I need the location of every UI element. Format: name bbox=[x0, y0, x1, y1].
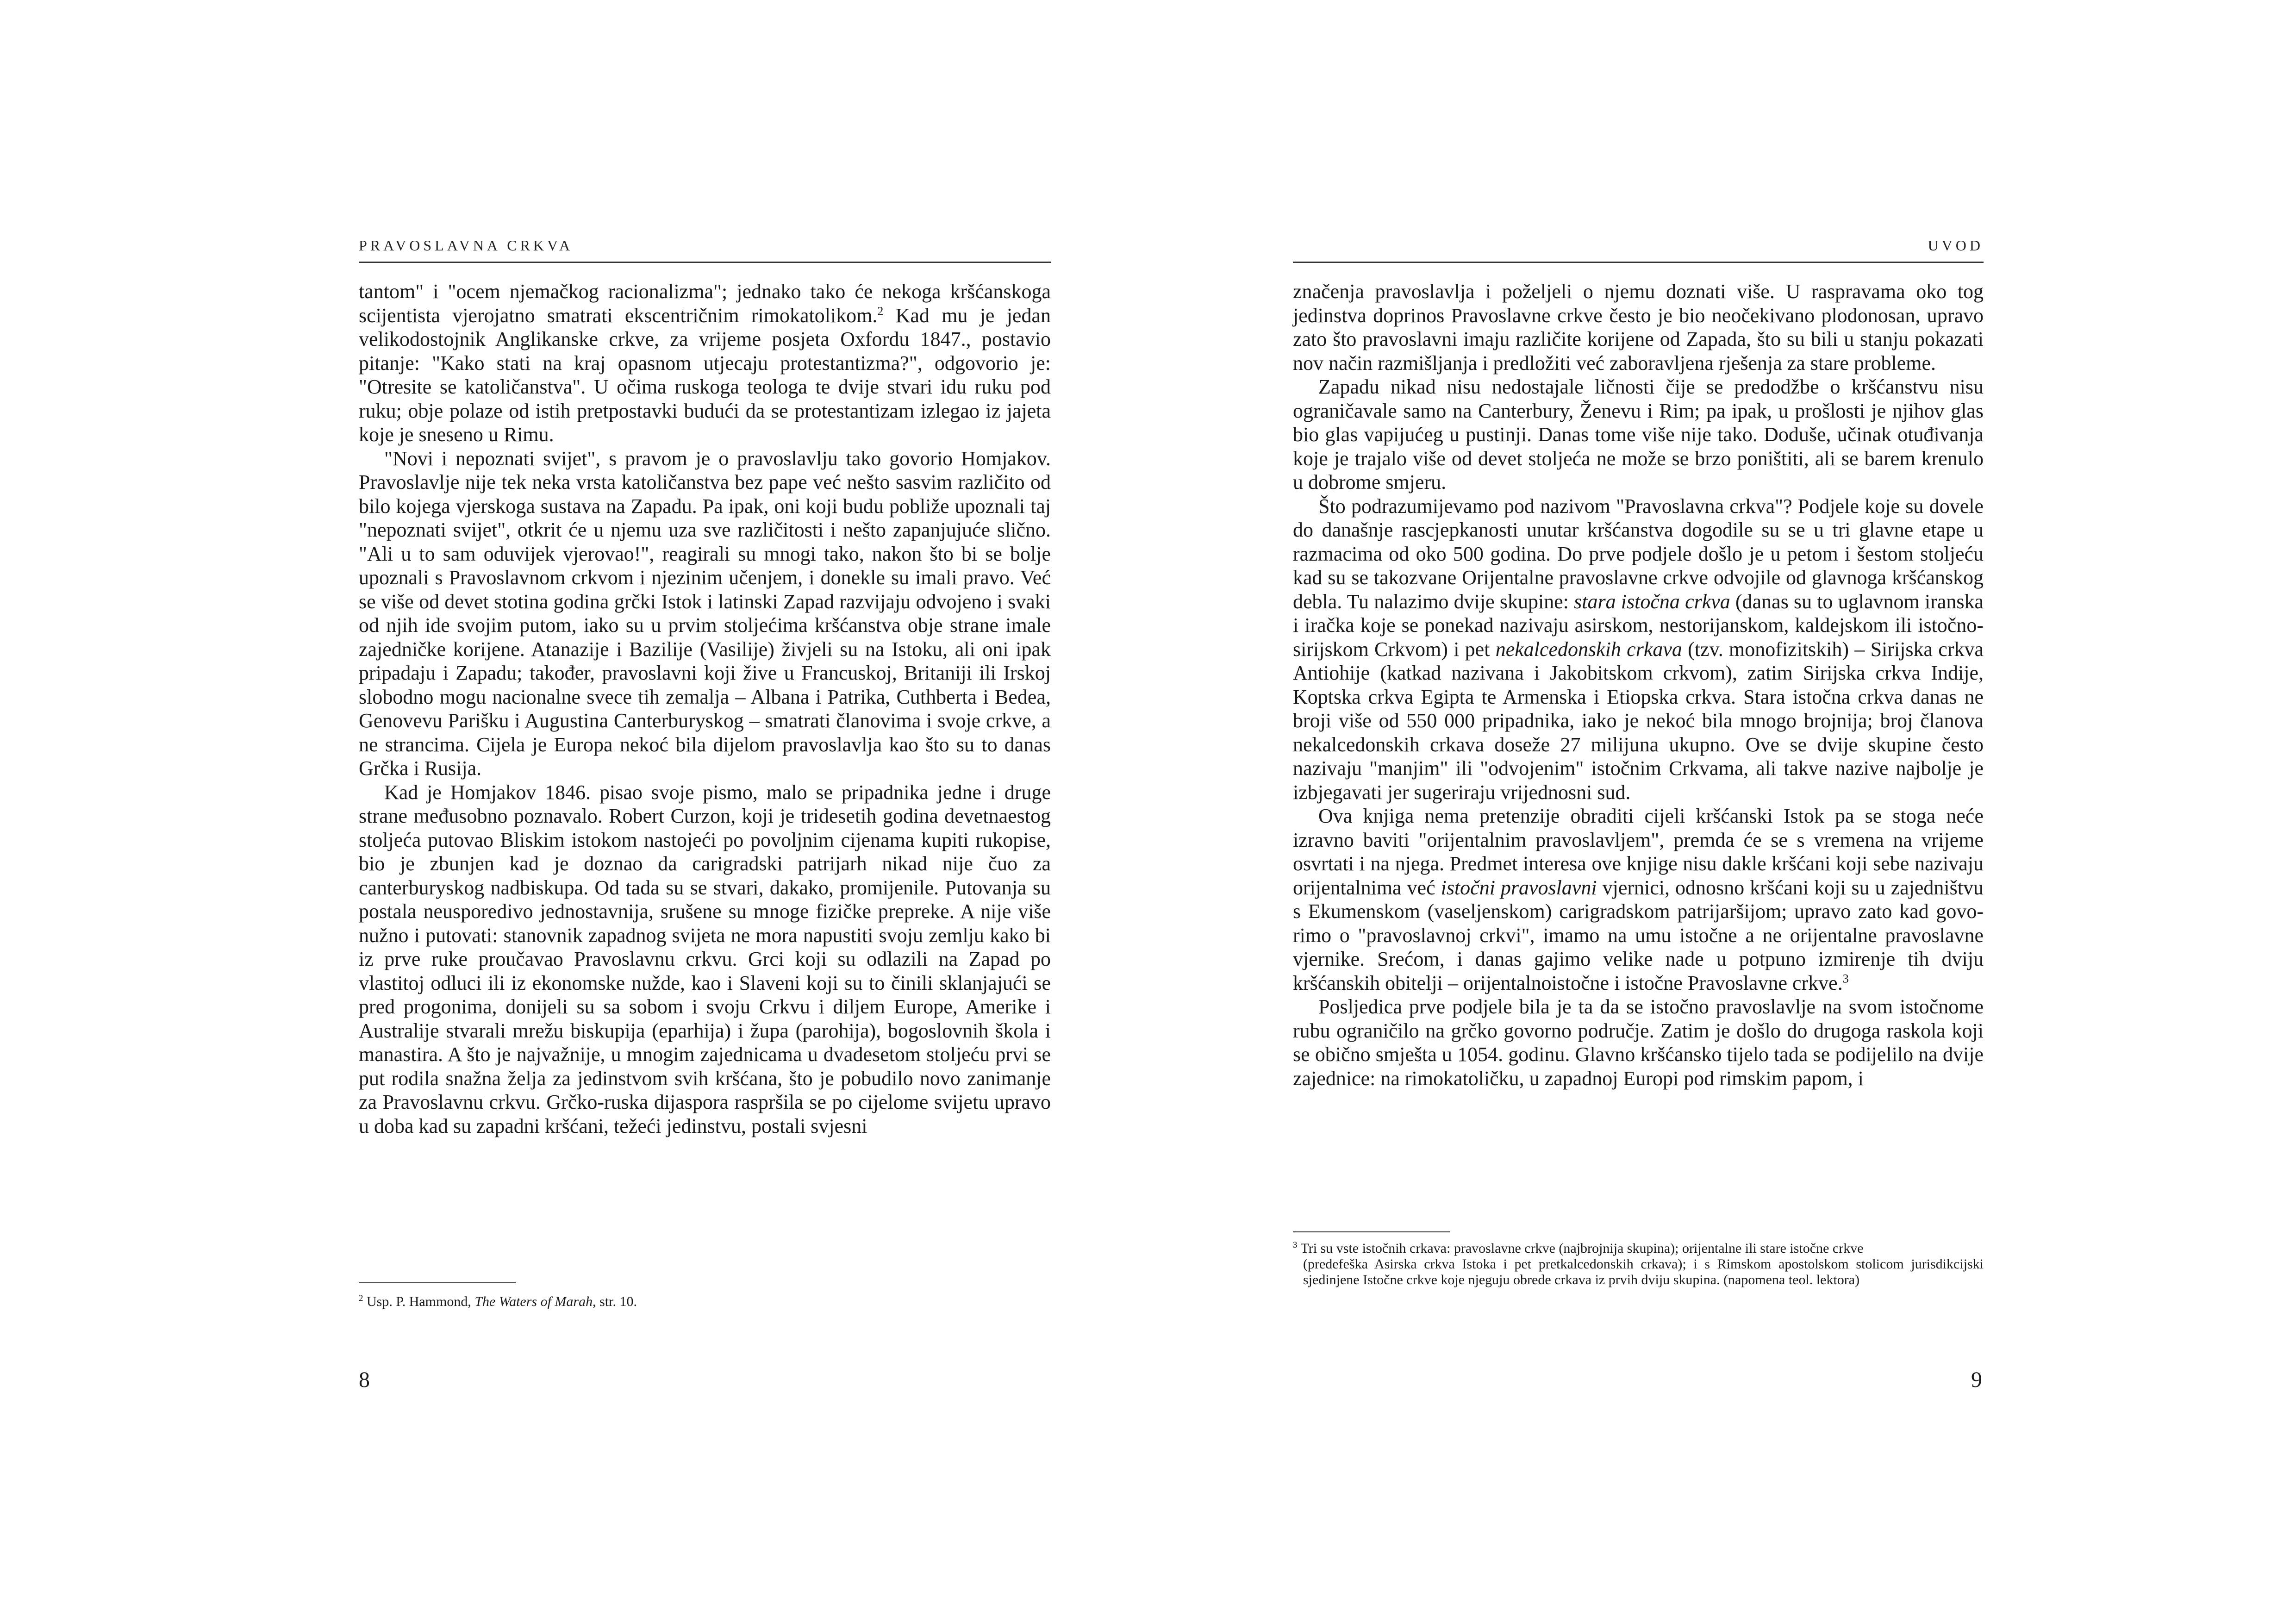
footnote-number: 3 bbox=[1293, 1240, 1298, 1250]
paragraph: tantom" i "ocem njemačkog racionalizma"; jednako tako će nekoga kršćanskoga scijentista vjerojatno smatrati ekscentričnim rimokatolikom.$^2$ Kad mu je jedan velikodostojnik Anglikanske crkve, za vrijeme posjeta Oxfordu 1847., postavio pitanje: "Kako stati na kraj opasnom utjecaju protestantizma?", odgovorio je: "Otresite se katoličanstva". U očima ruskoga teologa te dvije stvari idu ruku pod ruku; obje polaze od istih pretpostavki budući da se protestantizam izlegao iz jajeta koje je sneseno u Rimu. bbox=[359, 280, 1051, 446]
footnote-ref: 2 bbox=[877, 304, 884, 318]
footnote-rule bbox=[1293, 1231, 1450, 1232]
header-rule bbox=[1293, 262, 1984, 263]
footnote-rule bbox=[359, 1282, 516, 1283]
paragraph: Ova knjiga nema pretenzije obraditi cijeli kršćanski Istok pa se stoga neće izravno baviti "orijentalnim pravoslavljem", premda će se s vremena na vrijeme osvrtati i na njega. Predmet interesa ove knjige nisu dakle kršćani koji sebe nazivaju orijentalnima već istočni pravoslavni vjernici, odnosno kršćani koji su u zajedništvu s Ekumenskom (vaseljenskom) carigradskom patrijaršijom; upravo zato kad govorimo o "pravoslavnoj crkvi", imamo na umu istočne a ne orijentalne pravoslavne vjernike. Srećom, i danas gajimo velike nade u potpuno izmirenje tih dviju kršćanskih obitelji – orijentalnoistočne i istočne Pravoslavne crkve.$^3$ bbox=[1293, 805, 1984, 994]
running-header: UVOD bbox=[1928, 237, 1984, 254]
paragraph: Kad je Homjakov 1846. pisao svoje pismo, malo se pripadnika jedne i druge strane međusobno poznavalo. Robert Curzon, koji je tridesetih godina devetnaestog stoljeća putovao Bliskim istokom nastojeći po povoljnim cijenama kupiti rukopise, bio je zbunjen kad je doznao da carigradski patrijarh nikad nije čuo za canterburyskog nadbiskupa. Od tada su se stvari, dakako, promijenile. Putovanja su postala neusporedivo jednostavnija, srušene su mnoge fizičke prepreke. A nije više nužno i putovati: stanovnik zapadnog svijeta ne mora napustiti svoju zemlju kako bi iz prve ruke proučavao Pravoslavnu crkvu. Grci koji su odlazili na Zapad po vlastitoj odluci ili iz ekonomske nužde, kao i Slaveni koji su to činili sklanjajući se pred progonima, donijeli su sa sobom i svoju Crkvu i diljem Europe, Amerike i Australije stvarali mrežu biskupija (eparhija) i župa (parohija), bogoslovnih škola i manastira. A što je najvažnije, u mnogim zajednicama u dvadesetom stoljeću prvi se put rodila snažna želja za jedinstvom svih kršćana, što je pobudilo novo zanimanje za Pravoslavnu crkvu. Grčko-ruska dijaspora raspršila se po cijelome svijetu upravo u doba kad su zapadni kršćani, težeći jedinstvu, postali svjesni bbox=[359, 781, 1051, 1137]
footnote: $^3$ Tri su vste istočnih crkava: pravoslavne crkve (najbrojnija skupina); orijentalne ili stare istočne crkve (predefeška Asirska crkva Istoka i pet pretkalcedonskih crkava); i s Rimskom apostolskom stolicom jurisdikcijski sjedinjene Istočne crkve koje njeguju obrede crkava iz prvih dviju skupina. (napomena teol. lektora) bbox=[1293, 1240, 1984, 1287]
header-rule bbox=[359, 262, 1051, 263]
running-header: PRAVOSLAVNA CRKVA bbox=[359, 237, 574, 254]
footnote: $^2$ Usp. P. Hammond, The Waters of Marah, str. 10. bbox=[359, 1293, 637, 1309]
paragraph: značenja pravoslavlja i poželjeli o njemu doznati više. U raspravama oko tog jedinstva doprinos Pravoslavne crkve često je bio neočekivano plodonosan, upravo zato što pravoslavni imaju različite korijene od Zapada, što su bili u stanju pokazati nov način razmišljanja i predložiti već zaboravljena rješenja za stare probleme. bbox=[1293, 280, 1984, 375]
footnote-number: 2 bbox=[359, 1293, 363, 1303]
footnote-title: The Waters of Marah bbox=[474, 1294, 593, 1309]
body-text bbox=[1293, 280, 1984, 1090]
paragraph: Posljedica prve podjele bila je ta da se istočno pravoslavlje na svom istočnome rubu ograničilo na grčko govorno područje. Zatim je došlo do drugoga raskola koji se obično smješta u 1054. godinu. Glavno kršćansko tijelo tada se podijelilo na dvije zajednice: na rimokatoličku, u zapadnoj Europi pod rimskim papom, i bbox=[1293, 995, 1984, 1090]
right-page bbox=[1148, 0, 2296, 1624]
paragraph: Zapadu nikad nisu nedostajale ličnosti čije se predodžbe o kršćanstvu nisu ograničavale samo na Canterbury, Ženevu i Rim; pa ipak, u prošlosti je njihov glas bio glas vapijućeg u pustinji. Danas tome više nije tako. Doduše, učinak otuđivanja koje je trajalo više od devet stoljeća ne može se brzo poništiti, ali se barem krenulo u dobrome smjeru. bbox=[1293, 375, 1984, 493]
page-number: 9 bbox=[1971, 1368, 1982, 1392]
paragraph: "Novi i nepoznati svijet", s pravom je o pravoslavlju tako govorio Homjakov. Pravoslavlje nije tek neka vrsta katoličanstva bez pape već nešto sasvim različito od bilo kojega vjerskoga sustava na Zapadu. Pa ipak, oni koji budu pobliže upoznali taj "nepoznati svijet", otkrit će u njemu uza sve različitosti i nešto zapanjujuće slično. "Ali u to sam oduvijek vjerovao!", reagirali su mnogi tako, nakon što bi se bolje upoznali s Pravoslavnom crkvom i njezinim učenjem, i donekle su imali pravo. Već se više od devet stotina godina grčki Istok i latinski Zapad razvijaju odvojeno i svaki od njih ide svojim putom, iako su u prvim stoljećima kršćanstva obje strane imale zajedničke korijene. Atanazije i Bazilije (Vasilije) živjeli su na Istoku, ali oni ipak pripadaju i Zapadu; također, pravoslavni koji žive u Francuskoj, Britaniji ili Irskoj slobodno mogu nacionalne svece tih zemalja – Albana i Patrika, Cuthberta i Bedea, Genovevu Parišku i Augustina Canterburyskog – smatrati članovima i svoje crkve, a ne strancima. Cijela je Europa nekoć bila dijelom pravoslavlja kao što su to danas Grčka i Rusija. bbox=[359, 447, 1051, 780]
paragraph: Što podrazumijevamo pod nazivom "Pravoslavna crkva"? Podjele koje su dovele do današnje rascjepkanosti unutar kršćanstva dogodile su se u tri glavne etape u razmacima od oko 500 godina. Do prve podjele došlo je u petom i šestom stoljeću kad su se takozvane Orijentalne pravoslavne crkve odvojile od glavnoga kršćanskog debla. Tu nalazimo dvije skupine: stara istočna crkva (danas su to uglavnom iranska i iračka koje se ponekad nazivaju asirskom, nestorijanskom, kaldejskom ili istočnosirijskom Crkvom) i pet nekalcedonskih crkava (tzv. monofizitskih) – Sirijska crkva Antiohije (katkad nazivana i Jakobitskom crkvom), zatim Sirijska crkva Indije, Koptska crkva Egipta te Armenska i Etiopska crkva. Stara istočna crkva danas ne broji više od 550 000 pripadnika, iako je nekoć bila mnogo brojnija; broj članova nekalcedonskih crkava doseže 27 milijuna ukupno. Ove se dvije skupine često nazivaju "manjim" ili "odvojenim" istočnim Crkvama, ali takve nazive najbolje je izbjegavati jer sugeriraju vrijednosni sud. bbox=[1293, 494, 1984, 804]
body-text bbox=[359, 280, 1051, 1138]
footnote-ref: 3 bbox=[1842, 971, 1849, 985]
page-number: 8 bbox=[359, 1368, 370, 1392]
